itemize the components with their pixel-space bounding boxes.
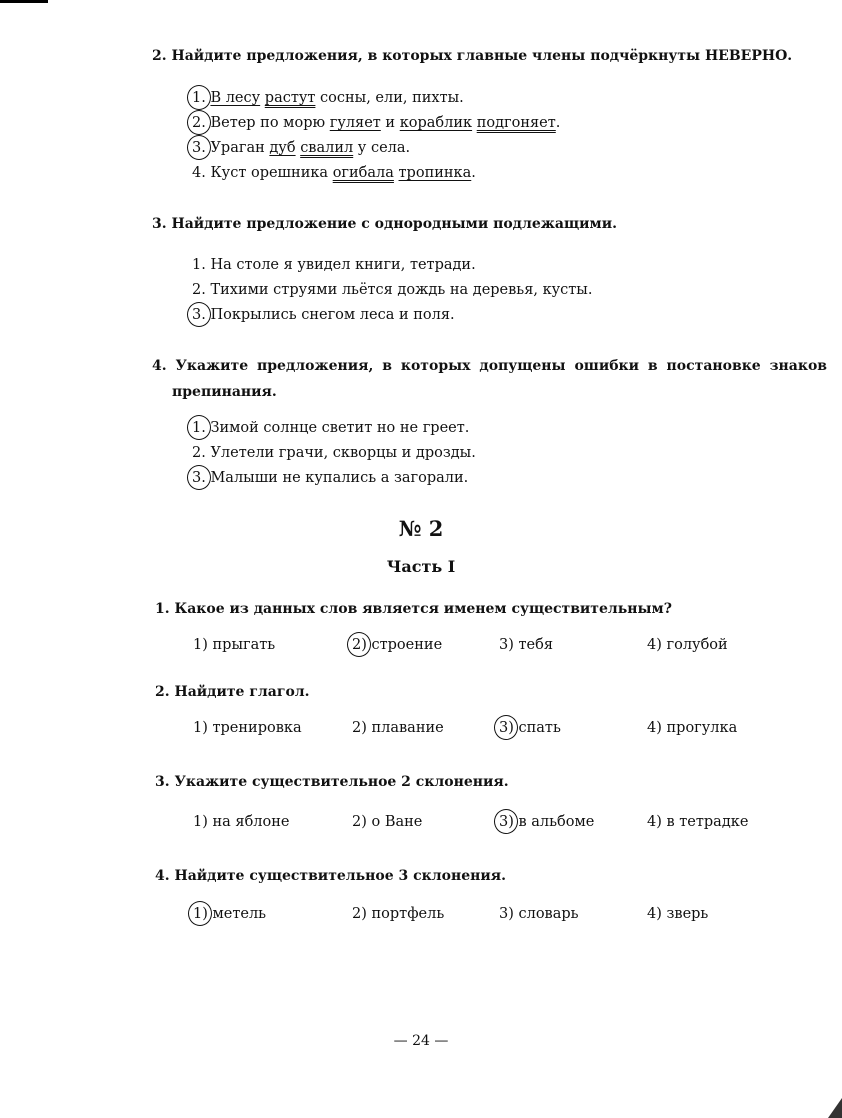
option-text: прыгать [212,637,276,653]
option-text: Улетели грачи, скворцы и дрозды. [210,445,476,461]
option-text: на яблоне [212,814,290,830]
option-number: 1) [193,720,208,736]
option-line [192,306,455,324]
answer-circle-mark [187,415,211,440]
option-number: 1) [193,637,208,653]
option-line [352,719,444,737]
subject-underlined: тропинка [398,165,472,181]
option-line [647,719,737,737]
option-number: 2) [352,636,367,654]
option-text: . [471,165,476,181]
option-number: 2. [192,114,206,132]
question-title: 3. Укажите существительное 2 склонения. [155,774,509,790]
option-text: Куст орешника [210,165,333,181]
option-number: 2) [352,906,367,922]
question-title: 2. Найдите предложения, в которых главные члены подчёркнуты НЕВЕРНО. [152,48,793,64]
answer-circle-mark [187,135,211,160]
option-number: 3. [192,139,206,157]
option-line [499,636,553,654]
option-text: . [555,115,561,131]
option-line [192,281,592,299]
question-title: 4. Найдите существительное 3 склонения. [155,868,506,884]
option-number: 3) [499,719,514,737]
option-text: Ураган [210,140,270,156]
option-line [647,636,728,654]
option-number: 2. [192,445,206,461]
option-text: голубой [666,637,728,653]
option-line [192,139,410,157]
page-number: — 24 — [393,1033,449,1049]
option-line [193,636,275,654]
option-text: На столе я увидел книги, тетради. [210,257,476,273]
question-title: 3. Найдите предложение с однородными подлежащими. [152,216,617,232]
option-line [193,905,266,923]
question-title: 2. Найдите глагол. [155,684,310,700]
option-line [499,905,579,923]
option-number: 3. [192,306,206,324]
option-line [352,905,444,923]
option-text: и [380,115,400,131]
predicate-underlined: подгоняет [476,115,556,131]
option-number: 1) [193,814,208,830]
option-text: метель [212,906,267,922]
option-line [192,419,469,437]
option-number: 4) [647,637,662,653]
option-line [193,813,289,831]
option-text: тренировка [212,720,302,736]
option-line [647,905,708,923]
option-number: 1) [193,905,208,923]
answer-circle-mark [188,901,212,926]
question-title: 1. Какое из данных слов является именем существительным? [155,601,672,617]
option-line [647,813,748,831]
answer-circle-mark [187,85,211,110]
option-text: Ветер по морю [210,115,330,131]
option-number: 3) [499,637,514,653]
option-text: зверь [666,906,709,922]
answer-circle-mark [494,715,518,740]
option-line [192,444,476,462]
question-title: 4. Укажите предложения, в которых допущены ошибки в постановке знаков [152,358,828,374]
option-number: 1. [192,257,206,273]
answer-circle-mark [347,632,371,657]
option-text: строение [371,637,443,653]
predicate-underlined: свалил [300,140,354,156]
option-text: Зимой солнце светит но не греет. [210,420,470,436]
subject-underlined: кораблик [399,115,473,131]
question-title-cont: препинания. [172,384,277,400]
subject-underlined: В лесу [210,90,261,106]
option-line [499,719,561,737]
option-text: прогулка [666,720,738,736]
option-number: 4) [647,814,662,830]
option-text: Покрылись снегом леса и поля. [210,307,455,323]
answer-circle-mark [187,302,211,327]
option-line [499,813,594,831]
option-line [192,114,560,132]
option-line [192,89,464,107]
option-line [192,164,476,182]
option-number: 3) [499,906,514,922]
scan-artifact [828,1098,842,1118]
option-number: 4) [647,906,662,922]
subject-underlined: дуб [269,140,296,156]
subject-underlined: гуляет [329,115,381,131]
option-text: у села. [353,140,411,156]
option-line [352,636,442,654]
option-text: Малыши не купались а загорали. [210,470,469,486]
answer-circle-mark [494,809,518,834]
answer-circle-mark [187,465,211,490]
option-number: 3. [192,469,206,487]
option-line [352,813,422,831]
option-number: 2) [352,720,367,736]
option-number: 3) [499,813,514,831]
option-number: 1. [192,89,206,107]
predicate-underlined: огибала [332,165,394,181]
part-heading: Часть I [386,557,456,576]
option-text: спать [518,720,561,736]
option-text: Тихими струями льётся дождь на деревья, кусты. [210,282,593,298]
option-line [192,469,468,487]
option-text: тебя [518,637,553,653]
option-text: в альбоме [518,814,595,830]
option-line [192,256,476,274]
option-number: 2) [352,814,367,830]
option-text: портфель [371,906,445,922]
option-number: 4) [647,720,662,736]
answer-circle-mark [187,110,211,135]
option-number: 4. [192,165,206,181]
option-text: сосны, ели, пихты. [315,90,464,106]
predicate-underlined: растут [264,90,316,106]
option-number: 1. [192,419,206,437]
option-line [193,719,302,737]
option-text: в тетрадке [666,814,749,830]
option-text: о Ване [371,814,423,830]
option-number: 2. [192,282,206,298]
scan-artifact [0,0,48,3]
section-heading: № 2 [398,516,444,541]
option-text: плавание [371,720,444,736]
option-text: словарь [518,906,579,922]
